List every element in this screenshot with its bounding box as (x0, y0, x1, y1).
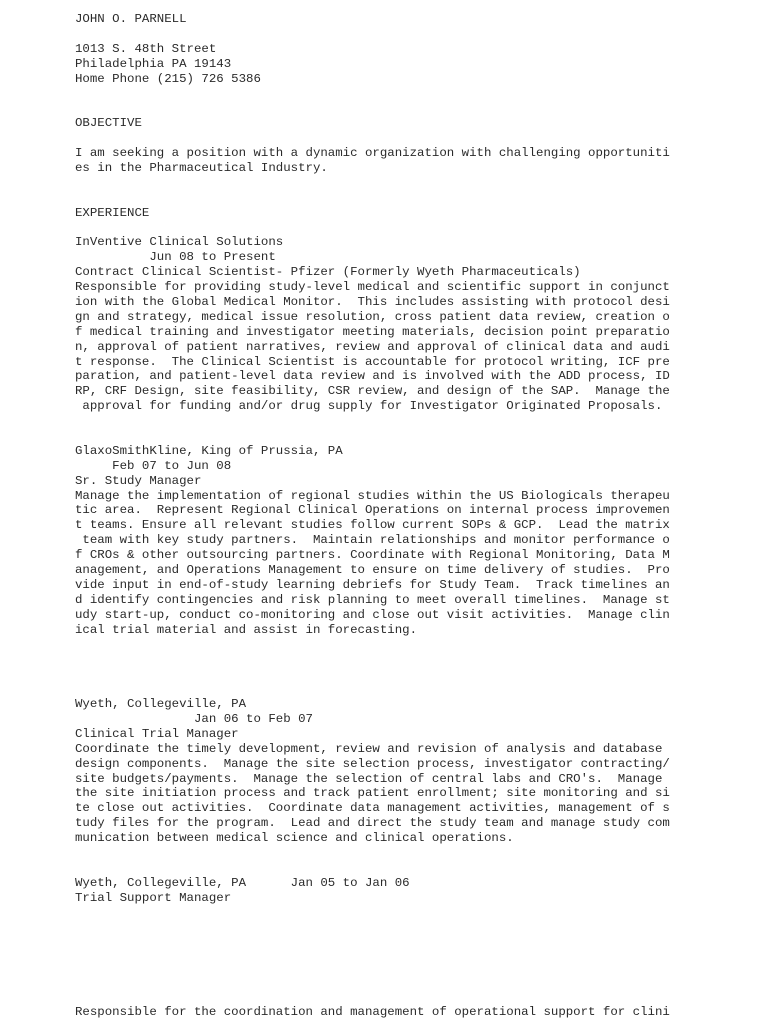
job-line: Clinical Trial Manager (75, 726, 239, 741)
address-line-2: Philadelphia PA 19143 (75, 56, 232, 71)
job-line: f CROs & other outsourcing partners. Coordinate with Regional Monitoring, Data M (75, 548, 670, 563)
job-line: InVentive Clinical Solutions (75, 235, 284, 250)
job-line: ical trial material and assist in forecasting. (75, 622, 418, 637)
objective-text (75, 146, 715, 176)
job-wyeth-ctm (75, 697, 715, 846)
experience-heading: EXPERIENCE (75, 205, 150, 220)
job-line: ion with the Global Medical Monitor. This includes assisting with protocol desi (75, 294, 670, 309)
job-line: d identify contingencies and risk planning to meet overall timelines. Manage st (75, 592, 670, 607)
job-line: udy start-up, conduct co-monitoring and close out visit activities. Manage clin (75, 607, 670, 622)
job-line: Jun 08 to Present (75, 250, 276, 265)
job-line: anagement, and Operations Management to ensure on time delivery of studies. Pro (75, 563, 670, 577)
job-line: Wyeth, Collegeville, PA (75, 697, 247, 712)
resume-document (75, 12, 715, 1019)
candidate-name: JOHN O. PARNELL (75, 12, 187, 26)
job-line: RP, CRF Design, site feasibility, CSR review, and design of the SAP. Manage the (75, 384, 670, 399)
address-line-1: 1013 S. 48th Street (75, 41, 217, 56)
job-line: Trial Support Manager (75, 890, 232, 905)
job-line: approval for funding and/or drug supply for Investigator Originated Proposals. (75, 399, 663, 414)
job-line: Feb 07 to Jun 08 (75, 458, 232, 473)
job-wyeth-tsm (75, 876, 715, 906)
job-line: the site initiation process and track patient enrollment; site monitoring and si (75, 786, 670, 801)
job-line: site budgets/payments. Manage the selection of central labs and CRO's. Manage (75, 771, 663, 786)
job-line: tic area. Represent Regional Clinical Operations on internal process improvemen (75, 503, 670, 518)
job-line: team with key study partners. Maintain relationships and monitor performance o (75, 533, 670, 548)
job-line: t response. The Clinical Scientist is accountable for protocol writing, ICF pre (75, 354, 670, 369)
job-line: t teams. Ensure all relevant studies follow current SOPs & GCP. Lead the matrix (75, 518, 670, 533)
job-line: GlaxoSmithKline, King of Prussia, PA (75, 443, 343, 458)
job-gsk (75, 444, 715, 638)
job-line: tudy files for the program. Lead and direct the study team and manage study com (75, 816, 670, 831)
job-line: Jan 06 to Feb 07 (75, 711, 313, 726)
objective-line: I am seeking a position with a dynamic organization with challenging opportuniti (75, 146, 670, 161)
job-line: f medical training and investigator meeting materials, decision point preparatio (75, 324, 670, 339)
job-line: n, approval of patient narratives, review and approval of clinical data and audi (75, 339, 670, 354)
job-line: Contract Clinical Scientist- Pfizer (Formerly Wyeth Pharmaceuticals) (75, 265, 581, 280)
job-line: design components. Manage the site selection process, investigator contracting/ (75, 756, 670, 771)
job-line: vide input in end-of-study learning debriefs for Study Team. Track timelines an (75, 577, 670, 592)
job-line: Coordinate the timely development, review and revision of analysis and database (75, 741, 663, 756)
job-line: munication between medical science and clinical operations. (75, 831, 514, 846)
trailing-text-line: Responsible for the coordination and management of operational support for clini (75, 1004, 670, 1019)
objective-heading: OBJECTIVE (75, 116, 142, 131)
job-line: Manage the implementation of regional studies within the US Biologicals therapeu (75, 488, 670, 503)
job-line: paration, and patient-level data review and is involved with the ADD process, ID (75, 369, 670, 384)
job-line: Wyeth, Collegeville, PA Jan 05 to Jan 06 (75, 875, 410, 890)
home-phone: Home Phone (215) 726 5386 (75, 71, 261, 86)
job-line: te close out activities. Coordinate data management activities, management of s (75, 801, 670, 816)
job-line: Responsible for providing study-level medical and scientific support in conjunct (75, 280, 670, 295)
job-line: gn and strategy, medical issue resolution, cross patient data review, creation o (75, 309, 670, 324)
objective-line: es in the Pharmaceutical Industry. (75, 160, 328, 175)
job-inventive (75, 235, 715, 414)
job-line: Sr. Study Manager (75, 473, 202, 488)
